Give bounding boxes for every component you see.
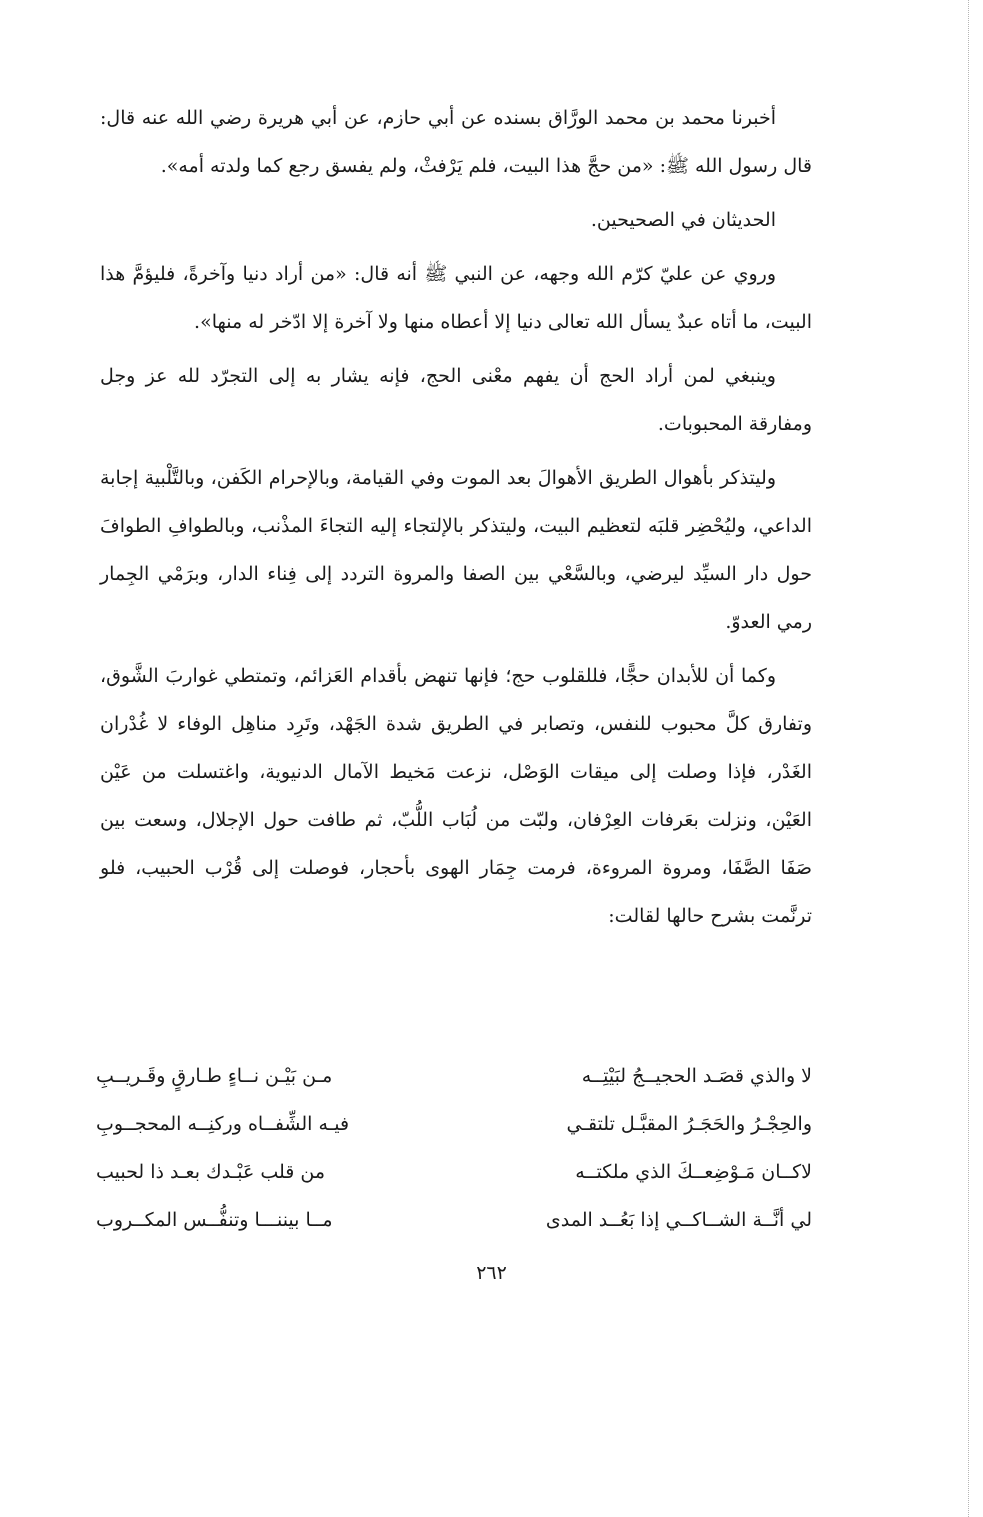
- paragraph-remembrance: وليتذكر بأهوال الطريق الأهوالَ بعد الموت وفي القيامة، وبالإحرام الكَفن، وبالتَّلْبية إجابة الداعي، وليُحْضِر قلبَه لتعظيم البيت، وليتذكر بالإلتجاء إليه التجاءَ المذْنب، وبالطوافِ الطوافَ حول دار السيِّد ليرضي، وبالسَّعْي بين الصفا والمروة التردد إلى فِناء الدار، وبرَمْي الجِمار رمي العدوّ.: [100, 467, 812, 633]
- scan-edge-line: [968, 0, 969, 1517]
- paragraph-meaning-of-hajj: وينبغي لمن أراد الحج أن يفهم معْنى الحج، فإنه يشار به إلى التجرّد لله عز وجل ومفارقة المحبوبات.: [100, 365, 812, 435]
- poem-verse: [96, 1100, 812, 1148]
- verse-first-hemistich: لي أنَّــة الشــاكــي إذا بَعُــد المدى: [545, 1209, 812, 1231]
- verse-second-hemistich: مـن بَيْـن نــاءٍ طـارقٍ وقَـريــبِ: [96, 1065, 333, 1087]
- poem: [96, 1052, 812, 1244]
- verse-second-hemistich: مــا بيننـــا وتنفُّــس المكــروب: [96, 1209, 333, 1231]
- page-number: ٢٦٢: [476, 1262, 507, 1284]
- verse-first-hemistich: والحِجْـرُ والحَجَـرُ المقبَّـل تلتقـي: [566, 1113, 812, 1135]
- poem-verse: [96, 1196, 812, 1244]
- body-text: [100, 94, 812, 946]
- poem-verse: [96, 1052, 812, 1100]
- verse-first-hemistich: لا والذي قصَـد الحجيــجُ لبَيْتِــه: [581, 1065, 812, 1087]
- paragraph-sahihain-note: الحديثان في الصحيحين.: [590, 209, 776, 231]
- verse-second-hemistich: فيـه الشِّفــاه وركنِــه المحجــوبِ: [96, 1113, 350, 1135]
- verse-first-hemistich: لاكــان مَـوْضِعــكَ الذي ملكتــه: [575, 1161, 812, 1183]
- verse-second-hemistich: من قلب عَبْـدك بعـد ذا لحبيب: [96, 1161, 326, 1183]
- poem-verse: [96, 1148, 812, 1196]
- paragraph-hadith-ali: وروي عن عليّ كرّم الله وجهه، عن النبي ﷺ أنه قال: «من أراد دنيا وآخرةً، فليؤمَّ هذا البيت، ما أتاه عبدٌ يسأل الله تعالى دنيا إلا أعطاه منها ولا آخرة إلا ادّخر له منها».: [100, 263, 812, 333]
- paragraph-hajj-of-hearts: وكما أن للأبدان حجًّا، فللقلوب حج؛ فإنها تنهض بأقدام العَزائم، وتمتطي غواربَ الشَّوق، وتفارق كلَّ محبوب للنفس، وتصابر في الطريق شدة الجَهْد، وتَرِد مناهِل الوفاء لا غُدْران الغَدْر، فإذا وصلت إلى ميقات الوَصْل، نزعت مَخيط الآمال الدنيوية، واغتسلت من عَيْن العَيْن، ونزلت بعَرفات العِرْفان، ولبّت من لُبَاب اللُّبّ، ثم طافت حول الإجلال، وسعت بين صَفَا الصَّفَا، ومروة المروءة، فرمت جِمَار الهوى بأحجار، فوصلت إلى قُرْب الحبيب، فلو ترنَّمت بشرح حالها لقالت:: [100, 665, 812, 927]
- paragraph-hadith-hajj: أخبرنا محمد بن محمد الورَّاق بسنده عن أبي حازم، عن أبي هريرة رضي الله عنه قال: قال رسول الله ﷺ: «من حجَّ هذا البيت، فلم يَرْفثْ، ولم يفسق رجع كما ولدته أمه».: [100, 107, 812, 177]
